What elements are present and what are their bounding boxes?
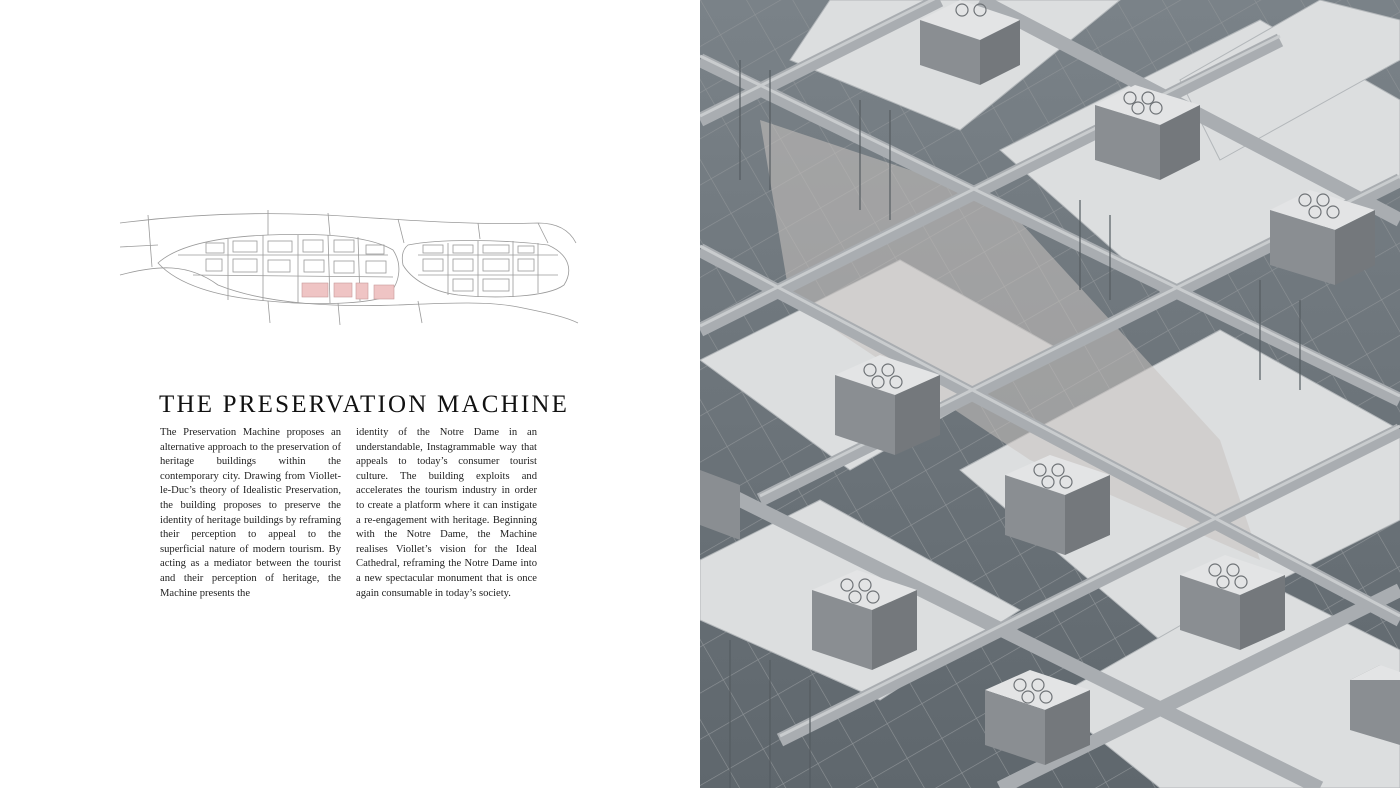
axonometric-render <box>700 0 1400 788</box>
body-column-2: identity of the Notre Dame in an understandable, Instagrammable way that appeals to today’s consumer tourist culture. The building exploits and accelerates the tourism industry in order to create a platform where it can instigate a re-engagement with heritage. Beginning with the Notre Dame, the Machine realises Viollet’s vision for the Ideal Cathedral, reframing the Notre Dame into a new spectacular monument that is once again consumable in today’s society. <box>356 427 537 599</box>
site-plan-drawing <box>118 205 580 330</box>
body-column-1: The Preservation Machine proposes an alternative approach to the preservation of heritage buildings within the contemporary city. Drawing from Viollet-le-Duc’s theory of Idealistic Preservation, the building proposes to preserve the identity of heritage buildings by reframing their perception to appeal to the superficial nature of modern tourism. By acting as a mediator between the tourist and their perception of heritage, the Machine presents the <box>160 427 341 599</box>
document-title: THE PRESERVATION MACHINE <box>159 391 570 418</box>
render-drawing <box>700 0 1400 788</box>
